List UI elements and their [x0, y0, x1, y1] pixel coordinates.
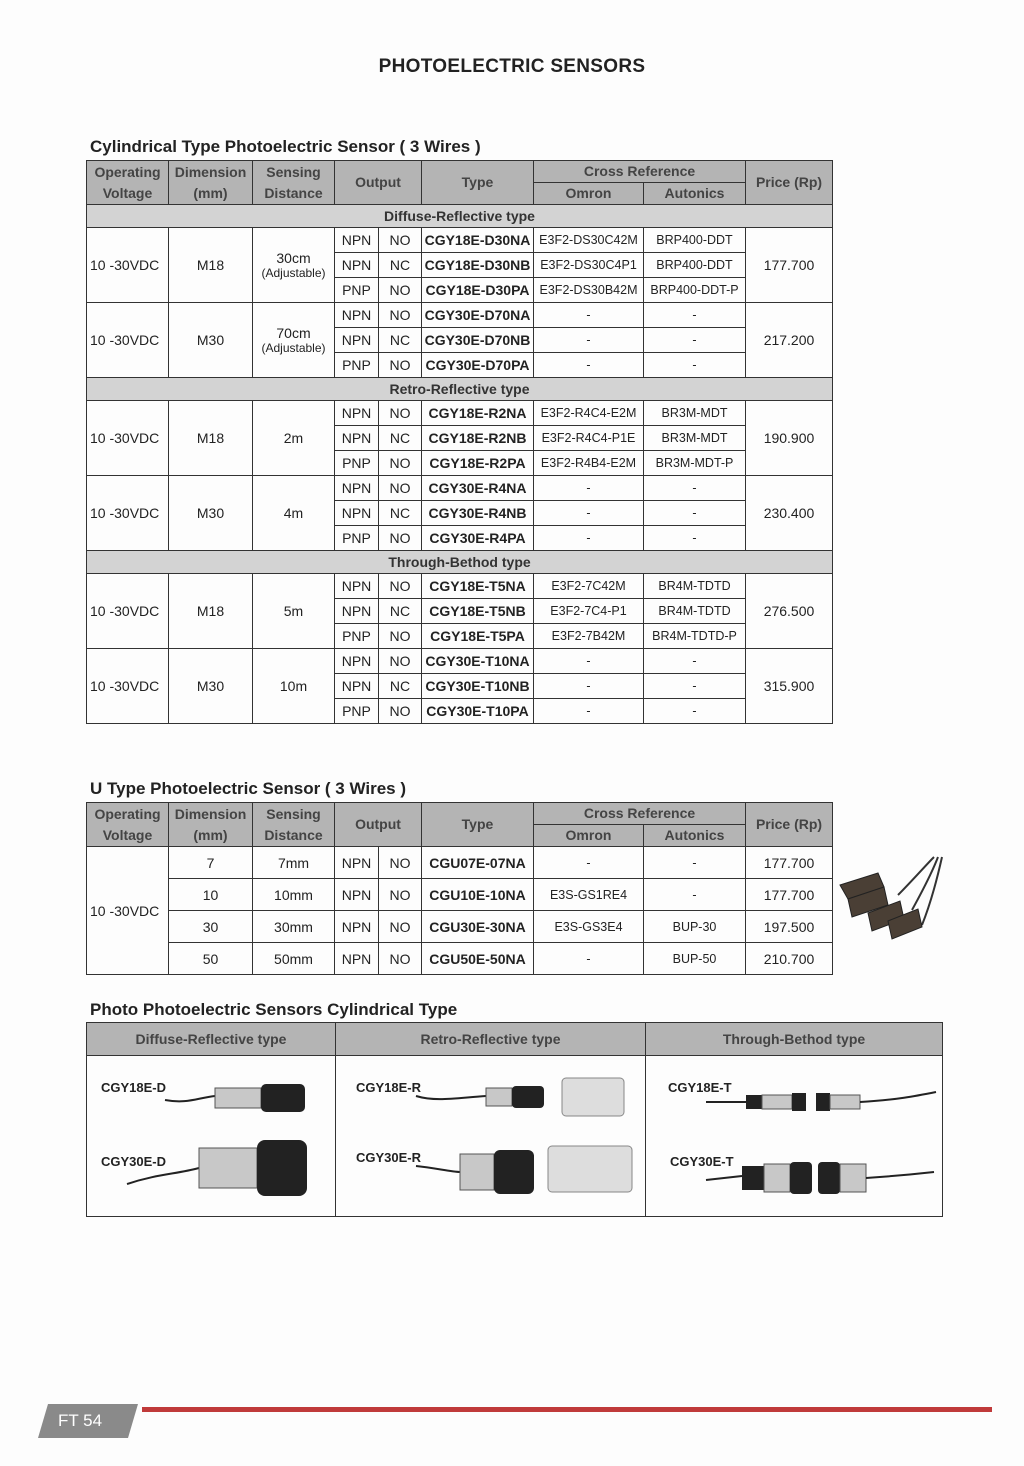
voltage-cell: 10 -30VDC [87, 228, 169, 303]
type-cell: CGY18E-R2NA [422, 401, 534, 426]
label-cgy18e-r: CGY18E-R [356, 1080, 422, 1095]
type-cell: CGY30E-R4NA [422, 476, 534, 501]
table-row [87, 574, 833, 599]
type-cell: CGU50E-50NA [422, 943, 534, 975]
header-autonics: Autonics [644, 183, 746, 205]
type-cell: CGY18E-T5NA [422, 574, 534, 599]
omron-cell: E3F2-7C42M [534, 574, 644, 599]
type-cell: CGU10E-10NA [422, 879, 534, 911]
distance-value: 70cm [276, 325, 311, 341]
price-cell: 197.500 [746, 911, 833, 943]
price-cell: 210.700 [746, 943, 833, 975]
contact-cell: NO [379, 451, 422, 476]
omron-cell: E3F2-DS30C42M [534, 228, 644, 253]
photo-cell-retro [336, 1056, 646, 1217]
distance-note: (Adjustable) [261, 266, 326, 280]
output-type-cell: PNP [335, 699, 379, 724]
output-type-cell: NPN [335, 911, 379, 943]
autonics-cell: BR4M-TDTD-P [644, 624, 746, 649]
footer-divider [142, 1407, 992, 1412]
label-cgy30e-d: CGY30E-D [101, 1154, 167, 1169]
page-number: FT 54 [58, 1411, 103, 1430]
omron-cell: E3F2-R4C4-P1E [534, 426, 644, 451]
distance-cell: 50mm [253, 943, 335, 975]
omron-cell: E3F2-R4B4-E2M [534, 451, 644, 476]
contact-cell: NC [379, 501, 422, 526]
autonics-cell: BRP400-DDT [644, 253, 746, 278]
distance-value: 30cm [276, 250, 311, 266]
utype-section-title: U Type Photoelectric Sensor ( 3 Wires ) [90, 779, 407, 798]
contact-cell: NO [379, 353, 422, 378]
header-dimension: Dimension (mm) [169, 161, 253, 205]
contact-cell: NO [379, 303, 422, 328]
output-type-cell: NPN [335, 476, 379, 501]
output-type-cell: NPN [335, 599, 379, 624]
contact-cell: NC [379, 426, 422, 451]
header-type: Type [422, 161, 534, 205]
autonics-cell: - [644, 699, 746, 724]
utype-spec-table [86, 802, 833, 975]
type-cell: CGY30E-T10NA [422, 649, 534, 674]
output-type-cell: NPN [335, 674, 379, 699]
output-type-cell: NPN [335, 879, 379, 911]
output-type-cell: NPN [335, 649, 379, 674]
voltage-cell: 10 -30VDC [87, 476, 169, 551]
distance-value: 2m [283, 430, 304, 446]
autonics-cell: - [644, 526, 746, 551]
autonics-cell: - [644, 353, 746, 378]
table-row [87, 847, 833, 879]
autonics-cell: BUP-30 [644, 911, 746, 943]
autonics-cell: BR4M-TDTD [644, 599, 746, 624]
table-row [87, 943, 833, 975]
omron-cell: - [534, 476, 644, 501]
output-type-cell: NPN [335, 501, 379, 526]
dimension-cell: 50 [169, 943, 253, 975]
distance-cell: 30mm [253, 911, 335, 943]
autonics-cell: - [644, 649, 746, 674]
distance-cell [253, 401, 335, 476]
contact-cell: NC [379, 328, 422, 353]
output-type-cell: PNP [335, 526, 379, 551]
dimension-cell: M18 [169, 401, 253, 476]
cylindrical-spec-table [86, 160, 833, 724]
voltage-cell: 10 -30VDC [87, 401, 169, 476]
output-type-cell: NPN [335, 303, 379, 328]
output-type-cell: PNP [335, 624, 379, 649]
omron-cell: - [534, 353, 644, 378]
price-cell: 190.900 [746, 401, 833, 476]
table-row [87, 401, 833, 426]
distance-cell: 7mm [253, 847, 335, 879]
autonics-cell: BRP400-DDT [644, 228, 746, 253]
distance-note: (Adjustable) [261, 341, 326, 355]
autonics-cell: - [644, 303, 746, 328]
autonics-cell: BR3M-MDT [644, 426, 746, 451]
dimension-cell: M30 [169, 649, 253, 724]
price-cell: 315.900 [746, 649, 833, 724]
price-cell: 177.700 [746, 228, 833, 303]
distance-value: 5m [283, 603, 304, 619]
distance-value: 10m [279, 678, 308, 694]
omron-cell: E3S-GS3E4 [534, 911, 644, 943]
type-cell: CGY30E-R4PA [422, 526, 534, 551]
output-type-cell: PNP [335, 451, 379, 476]
type-cell: CGY18E-T5NB [422, 599, 534, 624]
photo-col-retro: Retro-Reflective type [336, 1023, 646, 1056]
contact-cell: NO [379, 943, 422, 975]
header-output: Output [335, 161, 422, 205]
label-cgy30e-t: CGY30E-T [670, 1154, 734, 1169]
dimension-cell: 30 [169, 911, 253, 943]
type-cell: CGY18E-D30NA [422, 228, 534, 253]
voltage-cell: 10 -30VDC [87, 574, 169, 649]
type-cell: CGY18E-D30NB [422, 253, 534, 278]
u-header-dimension: Dimension (mm) [169, 803, 253, 847]
omron-cell: - [534, 943, 644, 975]
type-cell: CGU30E-30NA [422, 911, 534, 943]
label-cgy30e-r: CGY30E-R [356, 1150, 422, 1165]
u-header-autonics: Autonics [644, 825, 746, 847]
distance-cell: 10mm [253, 879, 335, 911]
omron-cell: E3S-GS1RE4 [534, 879, 644, 911]
type-cell: CGY18E-R2PA [422, 451, 534, 476]
photo-table [86, 1022, 943, 1217]
autonics-cell: - [644, 328, 746, 353]
autonics-cell: BUP-50 [644, 943, 746, 975]
contact-cell: NO [379, 911, 422, 943]
contact-cell: NO [379, 228, 422, 253]
type-cell: CGY18E-T5PA [422, 624, 534, 649]
contact-cell: NO [379, 699, 422, 724]
type-cell: CGY18E-D30PA [422, 278, 534, 303]
u-type-sensor-image [838, 855, 948, 950]
cylindrical-section-title: Cylindrical Type Photoelectric Sensor ( 3 Wires ) [90, 137, 481, 156]
u-header-operating-voltage: Operating Voltage [87, 803, 169, 847]
u-header-price: Price (Rp) [746, 803, 833, 847]
photo-section-title: Photo Photoelectric Sensors Cylindrical Type [90, 1000, 458, 1019]
photo-col-diffuse: Diffuse-Reflective type [87, 1023, 336, 1056]
price-cell: 177.700 [746, 879, 833, 911]
u-header-omron: Omron [534, 825, 644, 847]
autonics-cell: - [644, 501, 746, 526]
dimension-cell: 10 [169, 879, 253, 911]
contact-cell: NO [379, 649, 422, 674]
omron-cell: - [534, 847, 644, 879]
price-cell: 230.400 [746, 476, 833, 551]
through-sensors-image [646, 1056, 943, 1214]
table-row [87, 228, 833, 253]
omron-cell: - [534, 303, 644, 328]
contact-cell: NO [379, 526, 422, 551]
autonics-cell: - [644, 879, 746, 911]
dimension-cell: 7 [169, 847, 253, 879]
distance-cell [253, 228, 335, 303]
table-row [87, 649, 833, 674]
output-type-cell: NPN [335, 574, 379, 599]
output-type-cell: PNP [335, 278, 379, 303]
dimension-cell: M18 [169, 228, 253, 303]
photo-cell-through [646, 1056, 943, 1217]
band-row: Retro-Reflective type [87, 378, 833, 401]
header-sensing-distance: Sensing Distance [253, 161, 335, 205]
output-type-cell: NPN [335, 943, 379, 975]
u-header-cross-reference: Cross Reference [534, 803, 746, 825]
distance-cell [253, 574, 335, 649]
autonics-cell: BR4M-TDTD [644, 574, 746, 599]
price-cell: 276.500 [746, 574, 833, 649]
contact-cell: NC [379, 253, 422, 278]
omron-cell: E3F2-DS30B42M [534, 278, 644, 303]
header-omron: Omron [534, 183, 644, 205]
omron-cell: - [534, 649, 644, 674]
output-type-cell: NPN [335, 426, 379, 451]
voltage-cell: 10 -30VDC [87, 303, 169, 378]
type-cell: CGY30E-D70NA [422, 303, 534, 328]
voltage-cell: 10 -30VDC [87, 847, 169, 975]
autonics-cell: - [644, 476, 746, 501]
output-type-cell: NPN [335, 228, 379, 253]
dimension-cell: M30 [169, 303, 253, 378]
page-title: PHOTOELECTRIC SENSORS [378, 56, 646, 77]
output-type-cell: NPN [335, 847, 379, 879]
distance-cell [253, 649, 335, 724]
photo-cell-diffuse [87, 1056, 336, 1217]
type-cell: CGY30E-T10PA [422, 699, 534, 724]
omron-cell: - [534, 328, 644, 353]
contact-cell: NO [379, 401, 422, 426]
output-type-cell: NPN [335, 253, 379, 278]
omron-cell: E3F2-7C4-P1 [534, 599, 644, 624]
contact-cell: NC [379, 599, 422, 624]
table-row [87, 476, 833, 501]
distance-cell [253, 303, 335, 378]
omron-cell: E3F2-DS30C4P1 [534, 253, 644, 278]
type-cell: CGY18E-R2NB [422, 426, 534, 451]
omron-cell: - [534, 699, 644, 724]
price-cell: 177.700 [746, 847, 833, 879]
contact-cell: NO [379, 624, 422, 649]
contact-cell: NO [379, 278, 422, 303]
label-cgy18e-d: CGY18E-D [101, 1080, 167, 1095]
contact-cell: NO [379, 574, 422, 599]
header-cross-reference: Cross Reference [534, 161, 746, 183]
contact-cell: NO [379, 879, 422, 911]
distance-value: 4m [283, 505, 304, 521]
contact-cell: NO [379, 476, 422, 501]
header-operating-voltage: Operating Voltage [87, 161, 169, 205]
u-header-type: Type [422, 803, 534, 847]
band-row: Diffuse-Reflective type [87, 205, 833, 228]
voltage-cell: 10 -30VDC [87, 649, 169, 724]
u-header-output: Output [335, 803, 422, 847]
omron-cell: - [534, 501, 644, 526]
omron-cell: - [534, 526, 644, 551]
label-cgy18e-t: CGY18E-T [668, 1080, 732, 1095]
type-cell: CGY30E-D70NB [422, 328, 534, 353]
price-cell: 217.200 [746, 303, 833, 378]
distance-cell [253, 476, 335, 551]
u-header-sensing-distance: Sensing Distance [253, 803, 335, 847]
omron-cell: E3F2-R4C4-E2M [534, 401, 644, 426]
omron-cell: E3F2-7B42M [534, 624, 644, 649]
diffuse-sensors-image [87, 1056, 336, 1214]
autonics-cell: - [644, 847, 746, 879]
contact-cell: NO [379, 847, 422, 879]
dimension-cell: M30 [169, 476, 253, 551]
retro-sensors-image [336, 1056, 646, 1214]
band-row: Through-Bethod type [87, 551, 833, 574]
table-row [87, 911, 833, 943]
type-cell: CGU07E-07NA [422, 847, 534, 879]
dimension-cell: M18 [169, 574, 253, 649]
autonics-cell: BRP400-DDT-P [644, 278, 746, 303]
type-cell: CGY30E-R4NB [422, 501, 534, 526]
photo-col-through: Through-Bethod type [646, 1023, 943, 1056]
output-type-cell: PNP [335, 353, 379, 378]
autonics-cell: - [644, 674, 746, 699]
output-type-cell: NPN [335, 401, 379, 426]
omron-cell: - [534, 674, 644, 699]
table-row [87, 303, 833, 328]
type-cell: CGY30E-D70PA [422, 353, 534, 378]
table-row [87, 879, 833, 911]
output-type-cell: NPN [335, 328, 379, 353]
type-cell: CGY30E-T10NB [422, 674, 534, 699]
autonics-cell: BR3M-MDT-P [644, 451, 746, 476]
contact-cell: NC [379, 674, 422, 699]
autonics-cell: BR3M-MDT [644, 401, 746, 426]
header-price: Price (Rp) [746, 161, 833, 205]
